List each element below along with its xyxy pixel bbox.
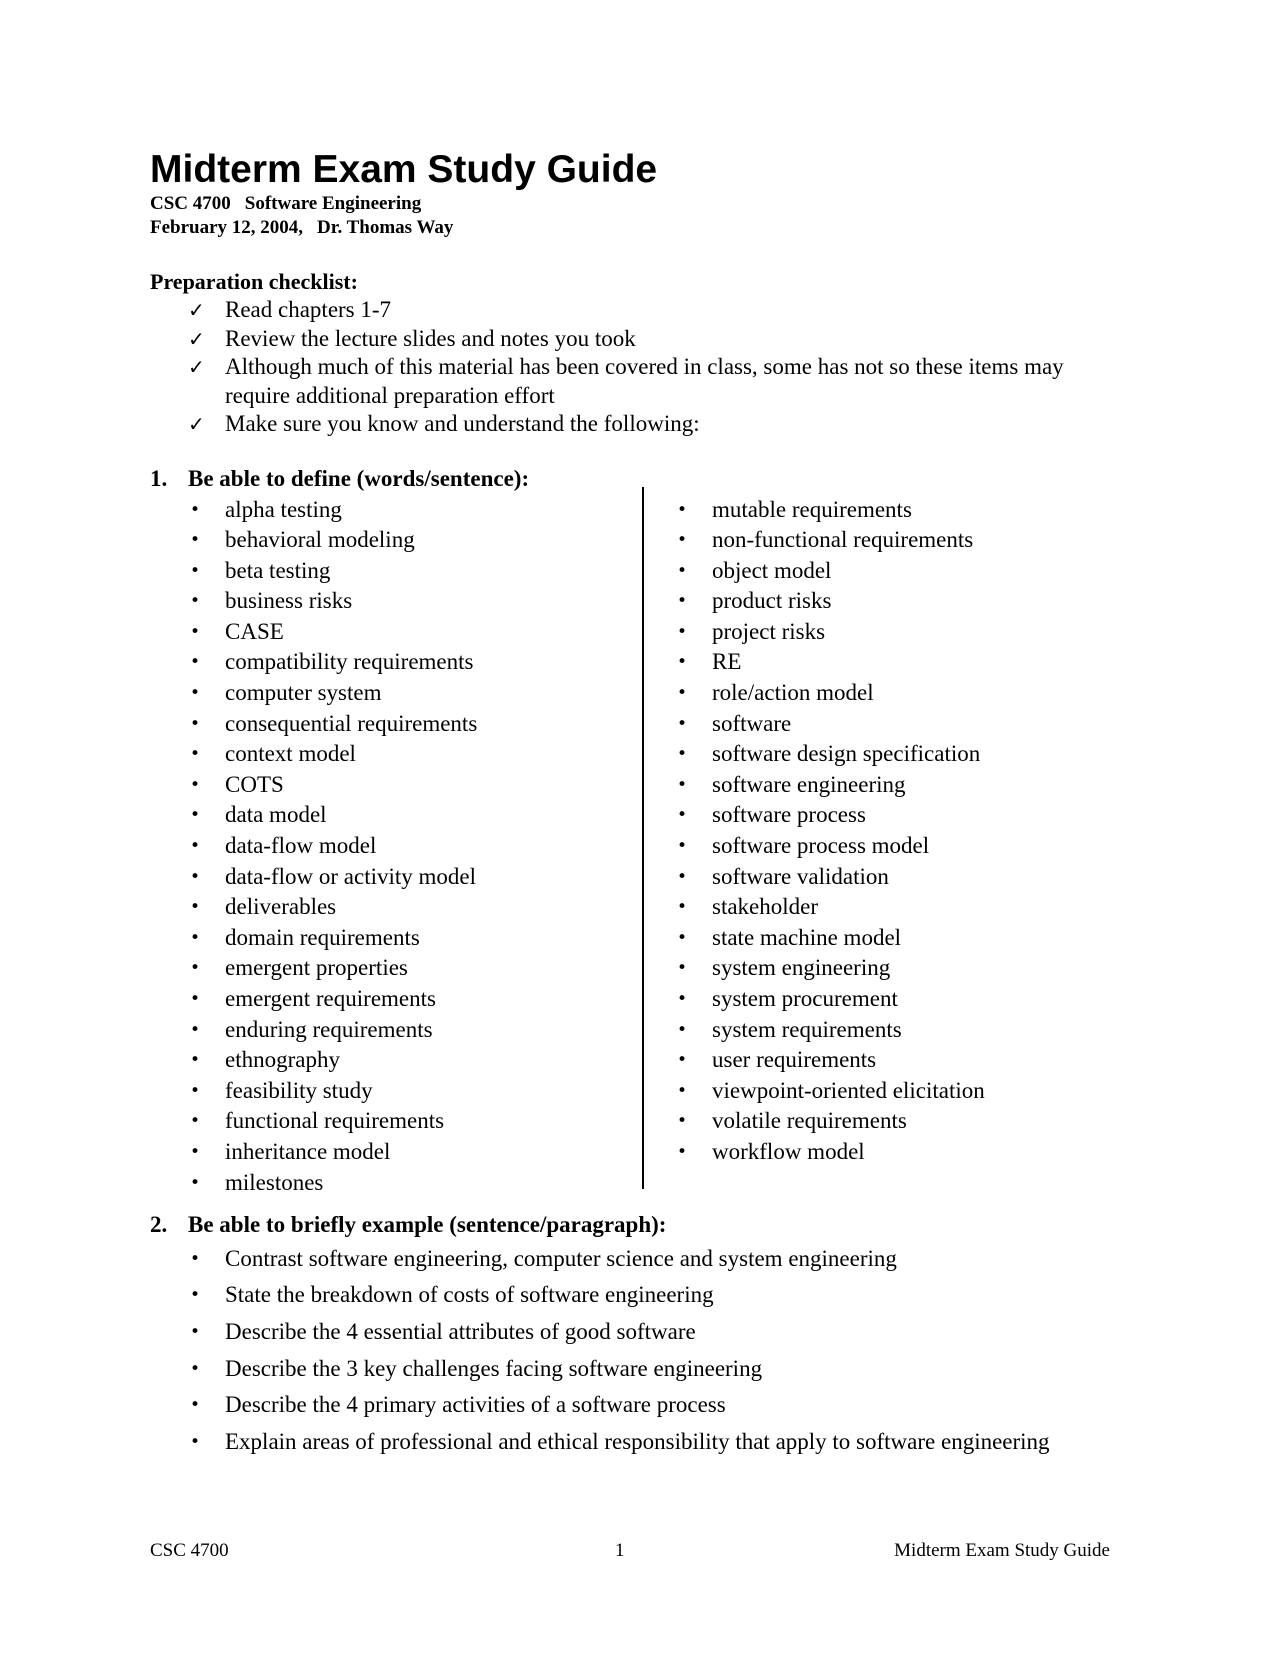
term-item-text: workflow model [712, 1138, 865, 1164]
course-line [150, 192, 1130, 216]
example-item [150, 1387, 1130, 1424]
bullet-icon: • [677, 866, 688, 887]
bullet-icon: • [190, 530, 201, 551]
term-item-text: stakeholder [712, 894, 819, 920]
term-item-text: software validation [712, 863, 889, 889]
bullet-icon: • [190, 560, 201, 581]
term-item [645, 739, 1125, 770]
term-item [645, 647, 1125, 678]
term-item [645, 892, 1125, 923]
bullet-icon: • [677, 927, 688, 948]
term-item-text: system requirements [712, 1016, 902, 1042]
term-item [150, 678, 620, 709]
term-item [645, 1076, 1125, 1107]
bullet-icon: • [190, 713, 201, 734]
term-item-text: mutable requirements [712, 496, 912, 522]
term-item-text: software engineering [712, 771, 906, 797]
term-item [150, 525, 620, 556]
bullet-icon: • [190, 591, 201, 612]
term-item [150, 1076, 620, 1107]
bullet-icon: • [190, 1395, 201, 1416]
bullet-icon: • [677, 499, 688, 520]
checklist [150, 296, 1130, 439]
bullet-icon: • [677, 744, 688, 765]
term-item [150, 739, 620, 770]
term-item [645, 953, 1125, 984]
example-item-text: State the breakdown of costs of software engineering [225, 1282, 714, 1308]
term-item-text: enduring requirements [225, 1016, 433, 1042]
term-item-text: emergent properties [225, 955, 408, 981]
term-item [645, 709, 1125, 740]
document-title: Midterm Exam Study Guide [150, 148, 658, 191]
checkmark-icon: ✓ [188, 326, 205, 351]
term-item [645, 800, 1125, 831]
term-item-text: software process [712, 802, 866, 828]
term-item-text: computer system [225, 680, 382, 706]
term-item-text: beta testing [225, 557, 331, 583]
example-item-text: Describe the 3 key challenges facing software engineering [225, 1355, 763, 1381]
bullet-icon: • [677, 1050, 688, 1071]
term-item-text: state machine model [712, 924, 902, 950]
bullet-icon: • [190, 1358, 201, 1379]
term-item [150, 1106, 620, 1137]
term-item [150, 923, 620, 954]
course-name: Software Engineering [244, 193, 422, 214]
bullet-icon: • [190, 774, 201, 795]
term-item-text: role/action model [712, 680, 874, 706]
term-item-text: viewpoint-oriented elicitation [712, 1077, 985, 1103]
term-item-text: COTS [225, 771, 284, 797]
term-item-text: consequential requirements [225, 710, 478, 736]
term-item-text: feasibility study [225, 1077, 373, 1103]
bullet-icon: • [190, 866, 201, 887]
bullet-icon: • [190, 621, 201, 642]
checklist-item: ✓ Although much of this material has been covered in class, some has not so these items may require additional preparation effort [188, 354, 1064, 408]
checklist-item: ✓ Review the lecture slides and notes you took [150, 325, 1130, 354]
term-item [645, 984, 1125, 1015]
term-item [645, 1045, 1125, 1076]
bullet-icon: • [190, 652, 201, 673]
bullet-icon: • [677, 1080, 688, 1101]
term-item [645, 617, 1125, 648]
term-item-text: system procurement [712, 986, 898, 1011]
section-1-number: 1. [150, 465, 168, 491]
term-item-text: compatibility requirements [225, 649, 474, 675]
section-2-heading [150, 1211, 1130, 1239]
page-number: 1 [615, 1540, 625, 1561]
bullet-icon: • [677, 591, 688, 612]
bullet-icon: • [677, 1019, 688, 1040]
term-item-text: software design specification [712, 741, 981, 767]
term-item [150, 1015, 620, 1046]
bullet-icon: • [190, 1111, 201, 1132]
bullet-icon: • [190, 1019, 201, 1040]
bullet-icon: • [677, 713, 688, 734]
term-item-text: non-functional requirements [712, 527, 974, 553]
term-item [645, 495, 1125, 526]
term-item [645, 862, 1125, 893]
right-term-list [645, 495, 1125, 1168]
column-divider [642, 487, 644, 1189]
bullet-icon: • [677, 897, 688, 918]
example-item [150, 1351, 1130, 1388]
term-item-text: product risks [712, 588, 832, 614]
checkmark-icon: ✓ [188, 298, 205, 322]
checkmark-icon: ✓ [188, 412, 205, 436]
term-item-text: inheritance model [225, 1138, 391, 1164]
term-item [150, 862, 620, 893]
section-1-title: Be able to define (words/sentence): [188, 465, 530, 491]
term-item [645, 831, 1125, 862]
bullet-icon: • [190, 805, 201, 826]
bullet-icon: • [190, 1248, 201, 1269]
instructor: Dr. Thomas Way [317, 217, 454, 238]
bullet-icon: • [677, 1141, 688, 1162]
term-item [645, 1137, 1125, 1168]
bullet-icon: • [190, 1172, 201, 1193]
bullet-icon: • [677, 805, 688, 826]
footer-title: Midterm Exam Study Guide [894, 1540, 1110, 1561]
term-item [150, 770, 620, 801]
section-2-number: 2. [150, 1211, 168, 1237]
bullet-icon: • [677, 621, 688, 642]
term-item [150, 647, 620, 678]
example-item [150, 1277, 1130, 1314]
term-item-text: user requirements [712, 1047, 877, 1073]
example-item-text: Explain areas of professional and ethical responsibility that apply to software engineering [225, 1429, 1050, 1455]
term-item-text: emergent requirements [225, 986, 436, 1011]
term-item-text: software [712, 710, 792, 736]
checklist-item: ✓ Make sure you know and understand the following: [150, 410, 1130, 439]
term-item [150, 617, 620, 648]
term-item-text: data-flow or activity model [225, 863, 477, 889]
example-item-text: Contrast software engineering, computer science and system engineering [225, 1245, 897, 1271]
term-item-text: domain requirements [225, 924, 420, 950]
bullet-icon: • [190, 836, 201, 857]
section-1-heading [150, 465, 1130, 493]
bullet-icon: • [677, 652, 688, 673]
bullet-icon: • [190, 1432, 201, 1453]
term-item-text: volatile requirements [712, 1108, 907, 1134]
term-item [150, 1137, 620, 1168]
bullet-icon: • [677, 530, 688, 551]
term-item-text: system engineering [712, 955, 891, 981]
exam-date: February 12, 2004, [150, 217, 304, 238]
term-item [150, 586, 620, 617]
bullet-icon: • [677, 1111, 688, 1132]
term-item-text: RE [712, 649, 742, 675]
term-item-text: data-flow model [225, 833, 377, 859]
left-term-list [150, 495, 620, 1199]
bullet-icon: • [677, 836, 688, 857]
term-item [150, 709, 620, 740]
example-item [150, 1424, 1130, 1461]
term-item [150, 556, 620, 587]
bullet-icon: • [190, 1080, 201, 1101]
term-item-text: data model [225, 802, 327, 828]
date-line [150, 216, 1130, 240]
term-item-text: alpha testing [225, 496, 342, 522]
bullet-icon: • [190, 958, 201, 979]
term-item [150, 953, 620, 984]
bullet-icon: • [190, 499, 201, 520]
term-item [645, 525, 1125, 556]
checkmark-icon: ✓ [188, 355, 205, 379]
bullet-icon: • [677, 774, 688, 795]
bullet-icon: • [190, 897, 201, 918]
example-item [150, 1314, 1130, 1351]
term-item-text: milestones [225, 1169, 324, 1195]
document-page [150, 148, 1130, 1461]
bullet-icon: • [190, 989, 201, 1009]
term-item [150, 495, 620, 526]
section-2-title: Be able to briefly example (sentence/paragraph): [188, 1211, 667, 1237]
bullet-icon: • [677, 560, 688, 581]
bullet-icon: • [190, 1050, 201, 1071]
term-item [645, 586, 1125, 617]
bullet-icon: • [190, 927, 201, 948]
term-item-text: behavioral modeling [225, 527, 415, 553]
term-item-text: functional requirements [225, 1108, 445, 1134]
bullet-icon: • [677, 683, 688, 704]
term-item [150, 892, 620, 923]
checklist-heading: Preparation checklist: [150, 269, 358, 294]
term-item [150, 800, 620, 831]
example-item-text: Describe the 4 primary activities of a software process [225, 1392, 726, 1418]
example-item [150, 1241, 1130, 1278]
term-item-text: context model [225, 741, 356, 767]
checklist-item: ✓ Read chapters 1-7 [150, 296, 1130, 325]
term-item-text: object model [712, 557, 832, 583]
term-item [645, 770, 1125, 801]
term-item [150, 984, 620, 1015]
bullet-icon: • [190, 1141, 201, 1162]
footer-course: CSC 4700 [150, 1540, 229, 1561]
term-item-text: ethnography [225, 1047, 340, 1073]
bullet-icon: • [190, 1321, 201, 1342]
term-item-text: business risks [225, 588, 353, 614]
term-item-text: CASE [225, 618, 284, 644]
term-item [150, 1045, 620, 1076]
term-item-text: project risks [712, 618, 826, 644]
definition-columns [150, 495, 1130, 1195]
term-item [645, 923, 1125, 954]
term-item-text: deliverables [225, 894, 337, 920]
term-item [645, 678, 1125, 709]
term-item [150, 831, 620, 862]
bullet-icon: • [677, 958, 688, 979]
term-item [645, 556, 1125, 587]
term-item-text: software process model [712, 833, 930, 859]
bullet-icon: • [677, 989, 688, 1009]
term-item [645, 1015, 1125, 1046]
course-code: CSC 4700 [150, 193, 231, 214]
bullet-icon: • [190, 1285, 201, 1306]
bullet-icon: • [190, 683, 201, 704]
example-list [150, 1241, 1130, 1461]
term-item [150, 1168, 620, 1199]
bullet-icon: • [190, 744, 201, 765]
term-item [645, 1106, 1125, 1137]
example-item-text: Describe the 4 essential attributes of good software [225, 1318, 696, 1344]
